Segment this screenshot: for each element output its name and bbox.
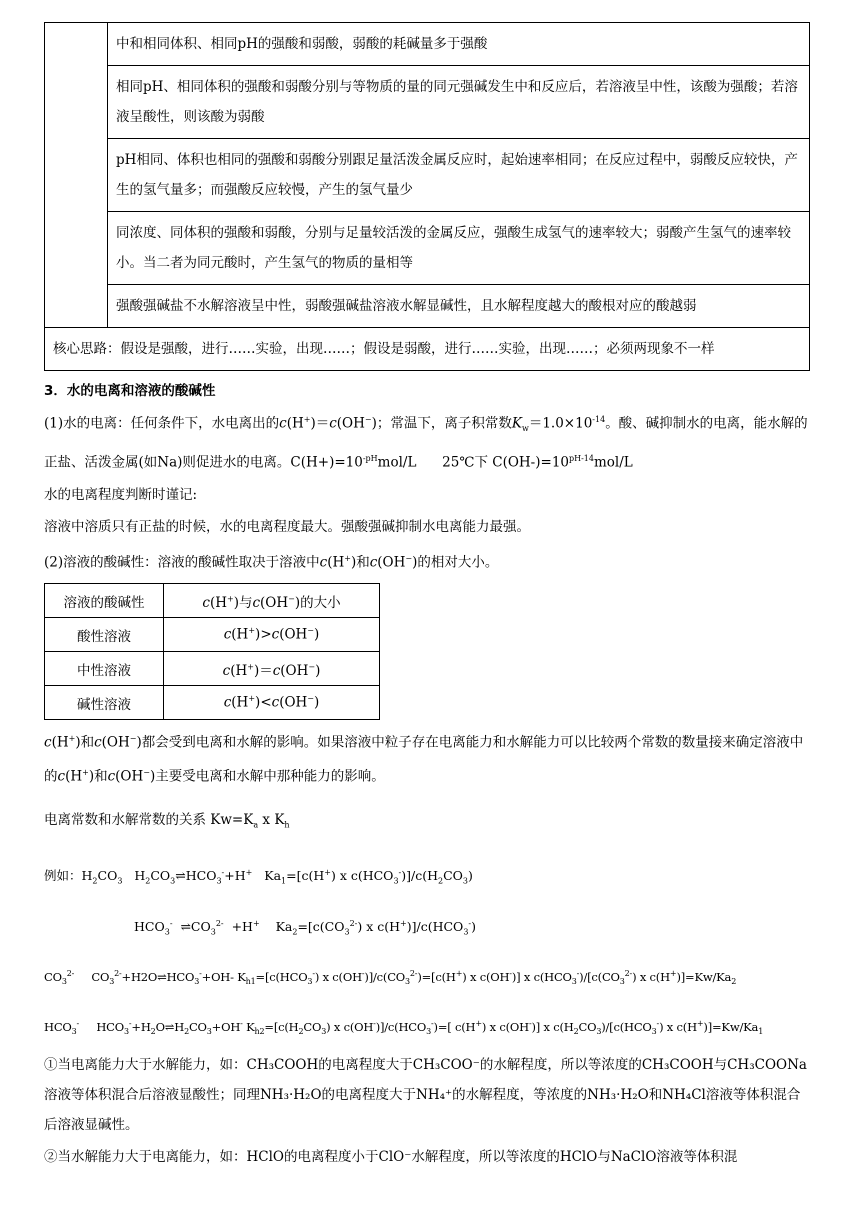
table-row bbox=[45, 618, 380, 652]
page bbox=[44, 22, 810, 1174]
merged-label-cell bbox=[45, 23, 108, 328]
row-relation: c(H+)＝c(OH−) bbox=[164, 652, 380, 686]
example-line-4: $HCO_3^-$ $HCO_3^-+H_2O\rightleftharpoons H_2CO_3+OH^-$ $K_{h2}=[c(H_2CO_3)$ x $c(OH^-)]/c(HCO_3^-)=$[ c(H+) x c(OH-)] x $c(H_2CO_3)/[c(HCO_3^-)$ x $c(H^+)]=Kw/Ka_1$ bbox=[44, 1019, 764, 1037]
row-relation: c(H+)>c(OH−) bbox=[164, 618, 380, 652]
example-line-2: $HCO_3^-$ $\rightleftharpoons CO_3^{2-} +H^+$ $Ka_2=[c(CO_3^{2-})$ x $c(H^+)]/c(HCO_3^-)$ bbox=[134, 918, 476, 937]
constant-relation: 电离常数和水解常数的关系 $Kw=K_a$ x $K_h$ bbox=[44, 812, 290, 830]
method-cell: pH相同、体积也相同的强酸和弱酸分别跟足量活泼金属反应时，起始速率相同；在反应过程中，弱酸反应较快，产生的氢气量多；而强酸反应较慢，产生的氢气量少 bbox=[108, 139, 810, 212]
table-row bbox=[45, 285, 810, 328]
acidity-paragraph: (2)溶液的酸碱性：溶液的酸碱性取决于溶液中c(H+)和c(OH−)的相对大小。 bbox=[44, 553, 499, 571]
method-cell: 中和相同体积、相同pH的强酸和弱酸，弱酸的耗碱量多于强酸 bbox=[108, 23, 810, 66]
case-paragraph-1: ①当电离能力大于水解能力，如：CH₃COOH的电离程度大于CH₃COO⁻的水解程度，所以等浓度的CH₃COOH与CH₃COONa溶液等体积混合后溶液显酸性；同理NH₃·H₂O的电离程度大于NH₄⁺的水解程度，等浓度的NH₃·H₂O和NH₄Cl溶液等体积混合后溶液显碱性。 bbox=[44, 1057, 807, 1134]
method-cell: 强酸强碱盐不水解溶液呈中性，弱酸强碱盐溶液水解显碱性，且水解程度越大的酸根对应的酸越弱 bbox=[108, 285, 810, 328]
header-cell: 溶液的酸碱性 bbox=[45, 584, 164, 618]
table-row bbox=[45, 328, 810, 371]
table-header-row bbox=[45, 584, 380, 618]
example-line-3: $CO_3^{2-}$ $CO_3^{2-}+H2O\rightleftharpoons HCO_3^-+OH-$ $K_{h1}=[c(HCO_3^-)$ x $c(OH^-)]/c(CO_3^{2-})=[c(H^+)$ x c(OH-)] x $c(HCO_3^-)/[c(CO_3^{2-})$ x $c(H^+)]=Kw/Ka_2$ bbox=[44, 969, 737, 987]
core-idea-cell: 核心思路：假设是强酸，进行……实验，出现……；假设是弱酸，进行……实验，出现……；必须两现象不一样 bbox=[45, 328, 810, 371]
row-label: 碱性溶液 bbox=[45, 686, 164, 720]
section-heading: 3．水的电离和溶液的酸碱性 bbox=[44, 383, 216, 399]
acidity-table bbox=[44, 583, 380, 720]
influence-paragraph: c(H+)和c(OH−)都会受到电离和水解的影响。如果溶液中粒子存在电离能力和水解能力可以比较两个常数的数量接来确定溶液中的c(H+)和c(OH−)主要受电离和水解中那种能力的影响。 bbox=[44, 734, 804, 785]
table-row bbox=[45, 66, 810, 139]
example-line-1: 例如：$H_2CO_3$ $H_2CO_3\rightleftharpoons HCO_3^-+H^+$ $Ka_1=[c(H^+)$ x $c(HCO_3^-)]/c(H_2CO_3)$ bbox=[44, 867, 473, 886]
table-row bbox=[45, 686, 380, 720]
method-cell: 同浓度、同体积的强酸和弱酸，分别与足量较活泼的金属反应，强酸生成氢气的速率较大；弱酸产生氢气的速率较小。当二者为同元酸时，产生氢气的物质的量相等 bbox=[108, 212, 810, 285]
case-paragraph-2: ②当水解能力大于电离能力，如：HClO的电离程度小于ClO⁻水解程度，所以等浓度的HClO与NaClO溶液等体积混 bbox=[44, 1149, 738, 1166]
row-relation: c(H+)<c(OH−) bbox=[164, 686, 380, 720]
acid-judgement-table bbox=[44, 22, 810, 371]
table-row bbox=[45, 139, 810, 212]
note-title: 水的电离程度判断时谨记: bbox=[44, 486, 198, 503]
water-ionization-paragraph: (1)水的电离：任何条件下，水电离出的c(H+)＝c(OH−)；常温下，离子积常数$K_w=1.0\times 10^{-14}$。酸、碱抑制水的电离，能水解的正盐、活泼金属(如Na)则促进水的电离。$C(H+)=10^{-pH}mol/L$ 25℃下 $C(OH-)=10^{pH-14}mol/L$ bbox=[44, 415, 808, 471]
header-cell: c(H+)与c(OH−)的大小 bbox=[164, 584, 380, 618]
note-text: 溶液中溶质只有正盐的时候，水的电离程度最大。强酸强碱抑制水电离能力最强。 bbox=[44, 518, 530, 535]
table-row bbox=[45, 23, 810, 66]
method-cell: 相同pH、相同体积的强酸和弱酸分别与等物质的量的同元强碱发生中和反应后，若溶液呈中性，该酸为强酸；若溶液呈酸性，则该酸为弱酸 bbox=[108, 66, 810, 139]
table-row bbox=[45, 652, 380, 686]
table-row bbox=[45, 212, 810, 285]
row-label: 酸性溶液 bbox=[45, 618, 164, 652]
row-label: 中性溶液 bbox=[45, 652, 164, 686]
